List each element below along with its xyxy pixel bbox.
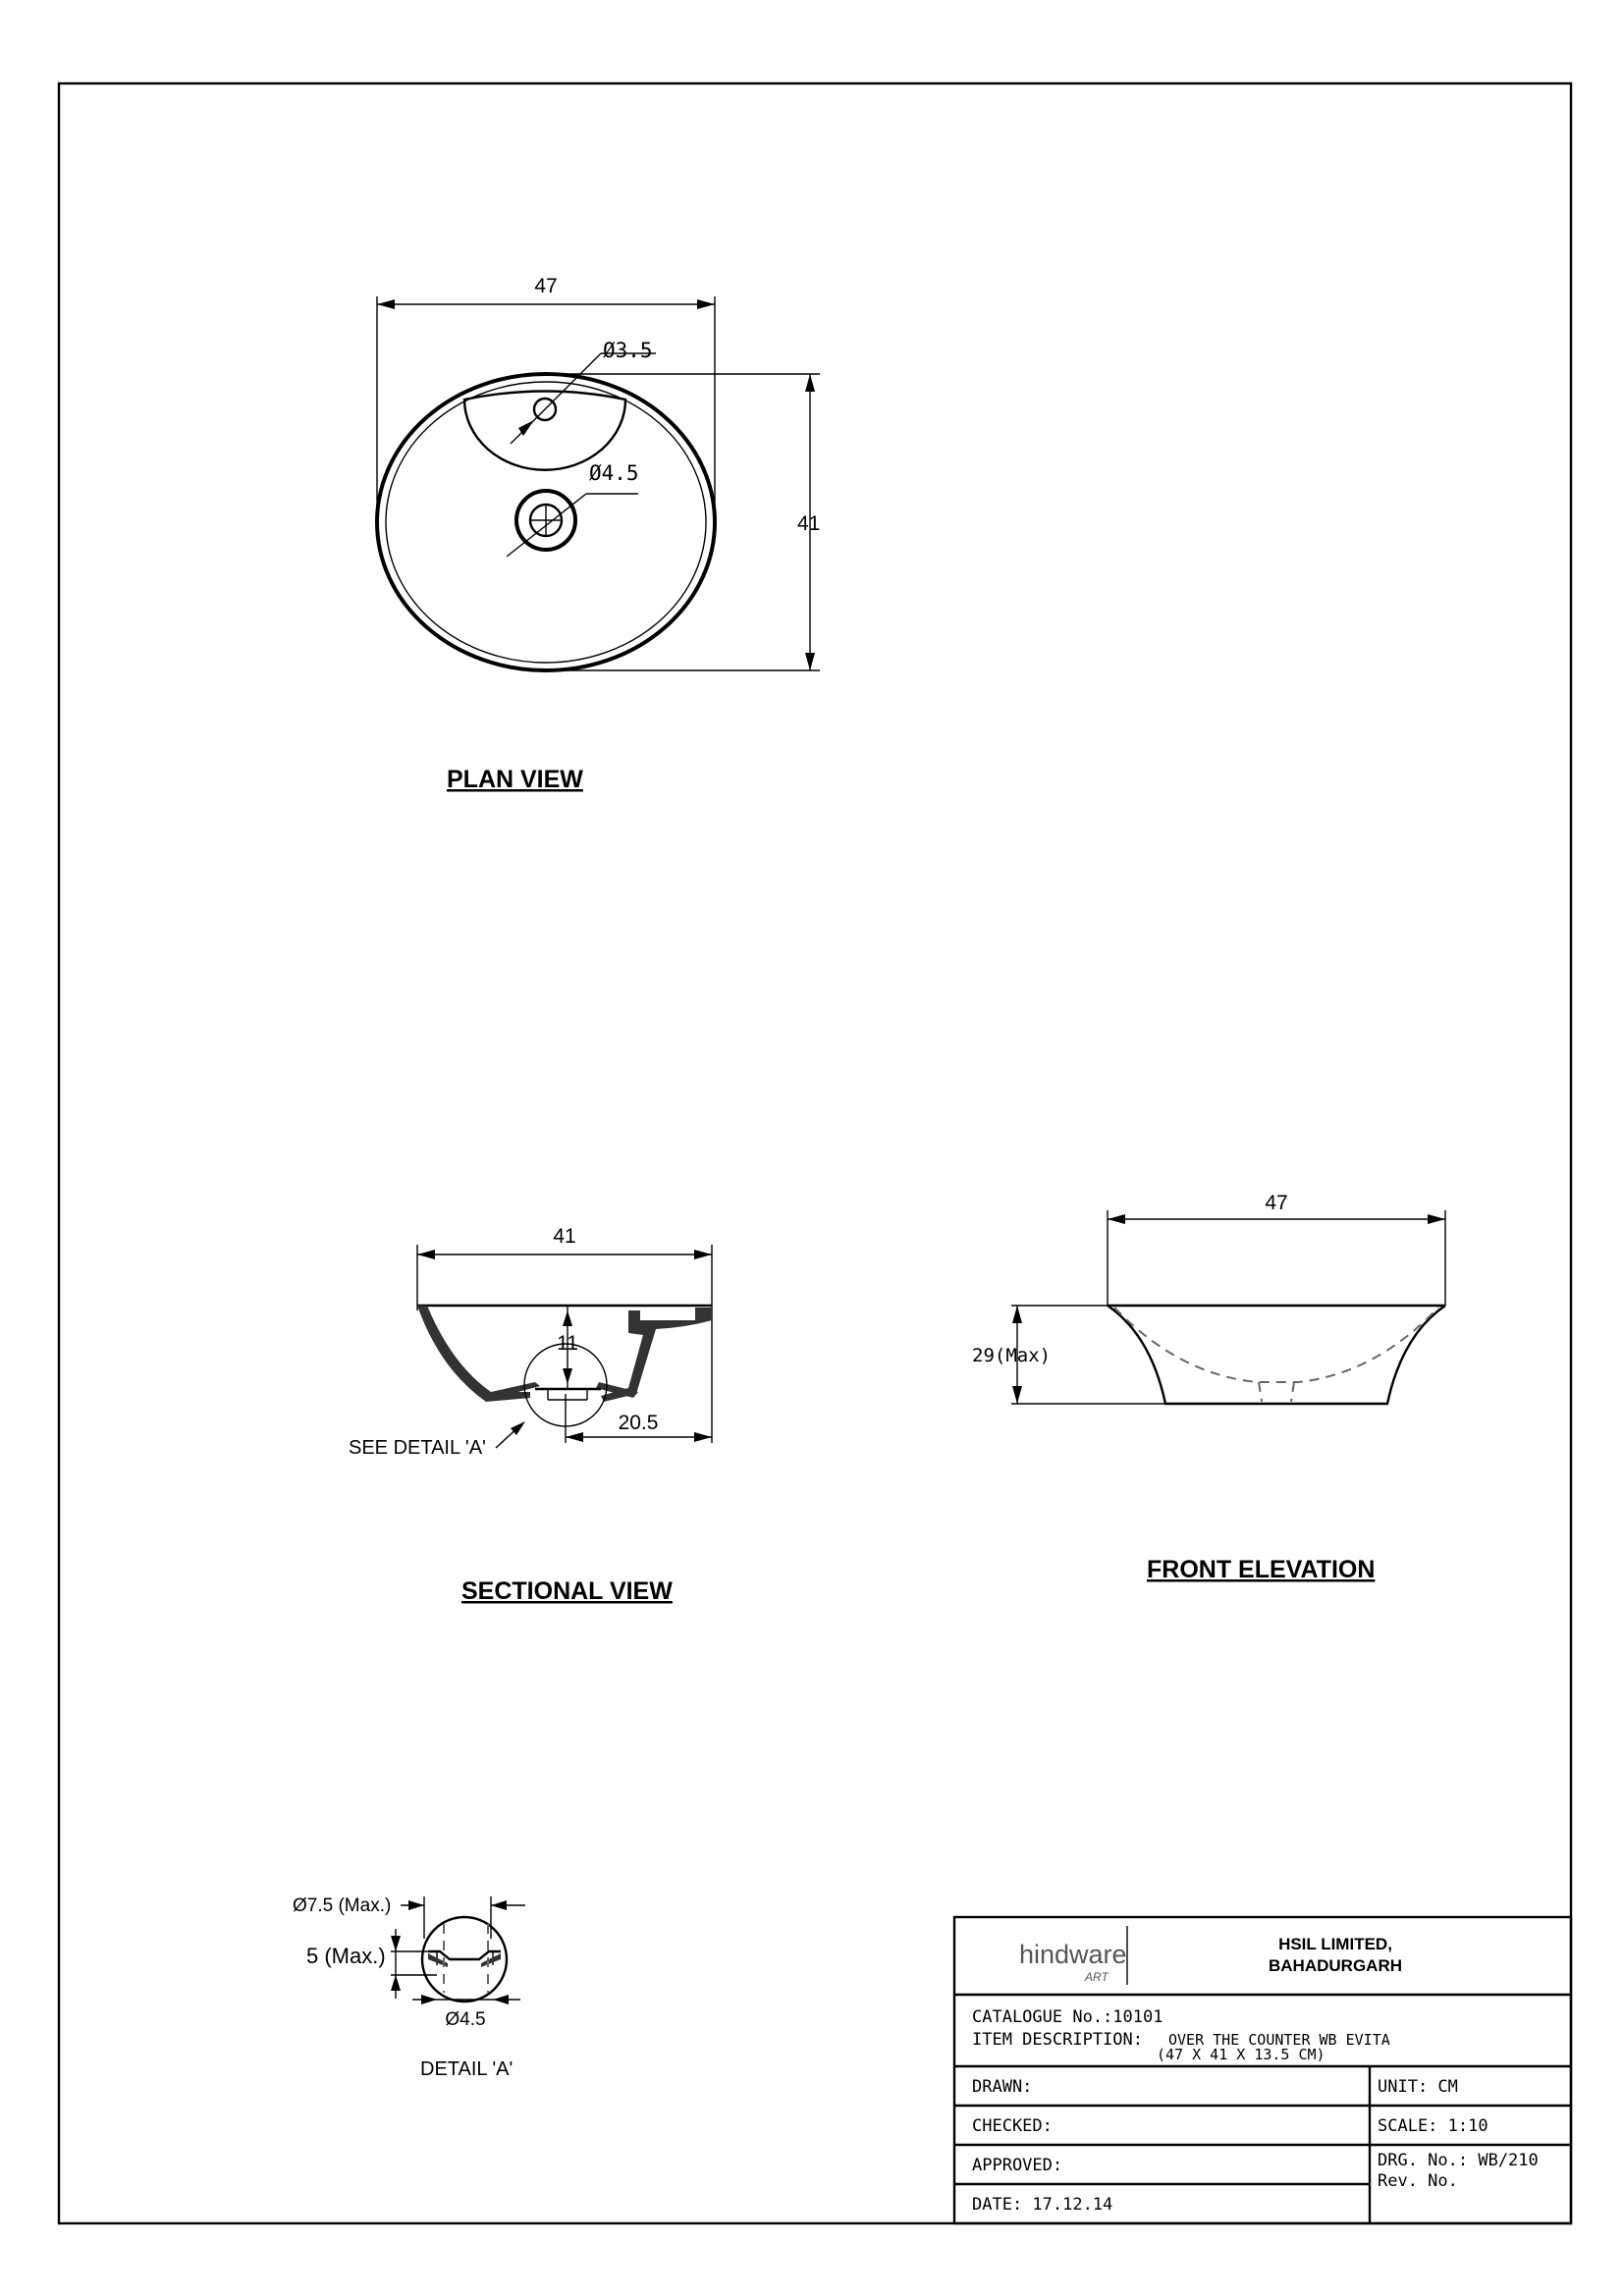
front-height-dim: 29(Max)	[972, 1345, 1052, 1366]
section-offset-dim: 20.5	[618, 1412, 659, 1434]
revision-field: Rev. No.	[1378, 2171, 1458, 2191]
unit-field: UNIT: CM	[1378, 2077, 1458, 2097]
company-location: BAHADURGARH	[1269, 1956, 1402, 1975]
item-description-label: ITEM DESCRIPTION:	[972, 2030, 1143, 2050]
plan-width-dim: 47	[534, 275, 558, 297]
item-size: (47 X 41 X 13.5 CM)	[1157, 2046, 1325, 2063]
front-elevation	[972, 1192, 1445, 1583]
tap-deck	[464, 392, 625, 470]
detail-a-title: DETAIL 'A'	[420, 2058, 514, 2080]
drawn-field: DRAWN:	[972, 2077, 1033, 2097]
brand-logo-sub: ART	[1085, 1970, 1109, 1984]
detail-inner-dim: Ø4.5	[445, 2009, 486, 2030]
date-field: DATE: 17.12.14	[972, 2195, 1113, 2215]
section-inner-dim: 11	[557, 1332, 578, 1355]
plan-view	[377, 275, 820, 793]
plan-tap-hole-dim: Ø3.5	[603, 339, 653, 362]
basin-hidden-bowl	[1114, 1308, 1438, 1382]
brand-logo: hindware	[1019, 1940, 1127, 1969]
sectional-view-title: SECTIONAL VIEW	[461, 1577, 673, 1605]
front-elevation-title: FRONT ELEVATION	[1147, 1556, 1376, 1583]
drawing-number-field: DRG. No.: WB/210	[1378, 2151, 1539, 2170]
detail-a	[293, 1896, 525, 2080]
sectional-view	[349, 1225, 712, 1605]
item-description: OVER THE COUNTER WB EVITA	[1168, 2031, 1390, 2049]
sheet-border	[59, 83, 1571, 2223]
see-detail-label: SEE DETAIL 'A'	[349, 1437, 486, 1459]
detail-depth-dim: 5 (Max.)	[306, 1944, 386, 1968]
front-width-dim: 47	[1265, 1192, 1288, 1214]
approved-field: APPROVED:	[972, 2156, 1063, 2175]
checked-field: CHECKED:	[972, 2116, 1053, 2136]
title-block	[954, 1917, 1571, 2223]
company-name: HSIL LIMITED,	[1278, 1935, 1392, 1953]
scale-field: SCALE: 1:10	[1378, 2116, 1488, 2136]
plan-waste-dim: Ø4.5	[589, 461, 639, 485]
plan-view-title: PLAN VIEW	[447, 766, 583, 793]
catalogue-number: CATALOGUE No.:10101	[972, 2007, 1163, 2027]
basin-body-outline	[1108, 1306, 1445, 1404]
section-width-dim: 41	[553, 1225, 576, 1248]
plan-depth-dim: 41	[797, 512, 821, 535]
detail-outer-dim: Ø7.5 (Max.)	[293, 1896, 392, 1916]
